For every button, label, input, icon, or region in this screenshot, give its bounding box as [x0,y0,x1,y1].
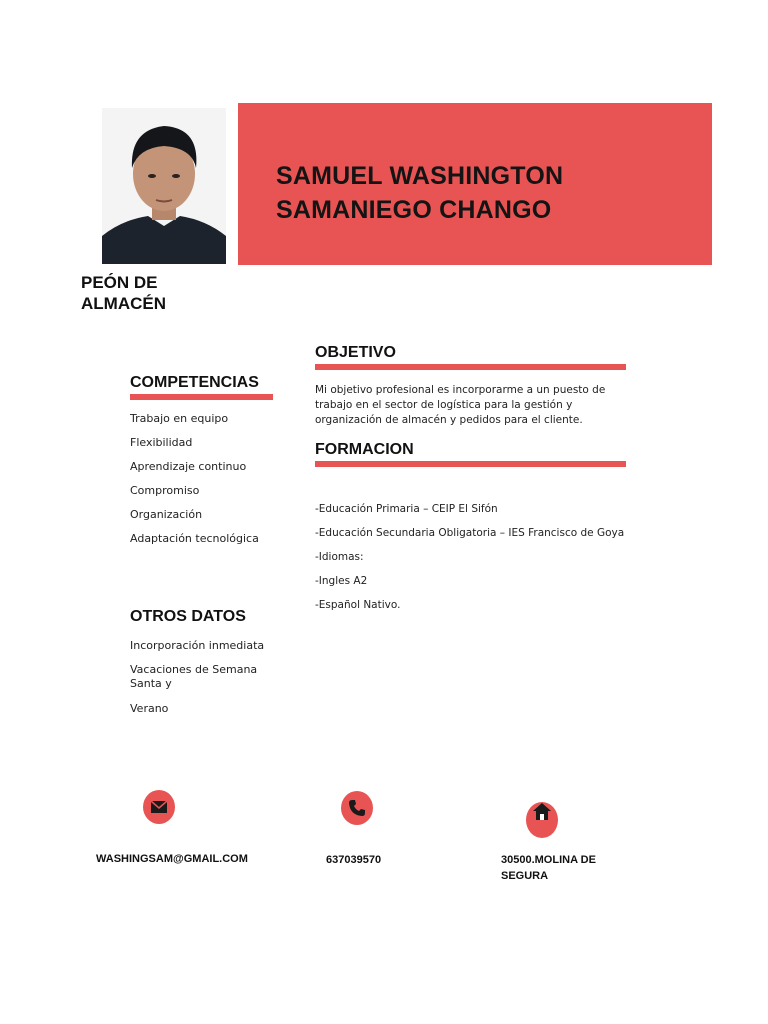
objetivo-title: OBJETIVO [315,344,396,361]
objetivo-rule [315,364,626,370]
competencias-rule [130,394,273,400]
list-item: -Español Nativo. [315,599,401,611]
formacion-section [315,441,626,467]
candidate-name: SAMUEL WASHINGTON SAMANIEGO CHANGO [276,162,564,224]
envelope-icon [143,790,175,824]
list-item: Verano [130,702,169,715]
list-item: -Educación Secundaria Obligatoria – IES Francisco de Goya [315,527,625,539]
phone-text: 637039570 [326,854,382,866]
person-portrait-icon [102,108,226,264]
list-item: Incorporación inmediata [130,639,265,652]
competencias-title: COMPETENCIAS [130,374,259,391]
list-item: Compromiso [130,484,200,497]
formacion-rule [315,461,626,467]
phone-icon [341,791,373,825]
job-title: PEÓN DE ALMACÉN [81,273,166,313]
objetivo-text: Mi objetivo profesional es incorporarme a un puesto de trabajo en el sector de logística para la gestión y organización de almacén y pedidos para el cliente. [315,384,606,426]
address-text: 30500.MOLINA DE SEGURA [501,854,596,882]
objetivo-section [315,344,626,370]
list-item: Flexibilidad [130,436,193,449]
profile-photo [102,108,226,264]
list-item: Vacaciones de Semana Santa y [130,663,258,690]
list-item: Organización [130,508,203,521]
list-item: -Ingles A2 [315,575,368,587]
otros-datos-list [130,639,270,715]
email-text: WASHINGSAM@GMAIL.COM [96,853,248,865]
competencias-section [130,374,273,400]
header-band [238,103,712,265]
competencias-list [130,412,280,556]
list-item: -Educación Primaria – CEIP El Sifón [315,503,498,515]
list-item: Adaptación tecnológica [130,532,259,545]
otros-datos-title: OTROS DATOS [130,608,246,625]
list-item: Trabajo en equipo [130,412,229,425]
list-item: Aprendizaje continuo [130,460,247,473]
house-icon [526,802,558,838]
formacion-list [315,503,645,623]
list-item: -Idiomas: [315,551,364,563]
formacion-title: FORMACION [315,441,414,458]
